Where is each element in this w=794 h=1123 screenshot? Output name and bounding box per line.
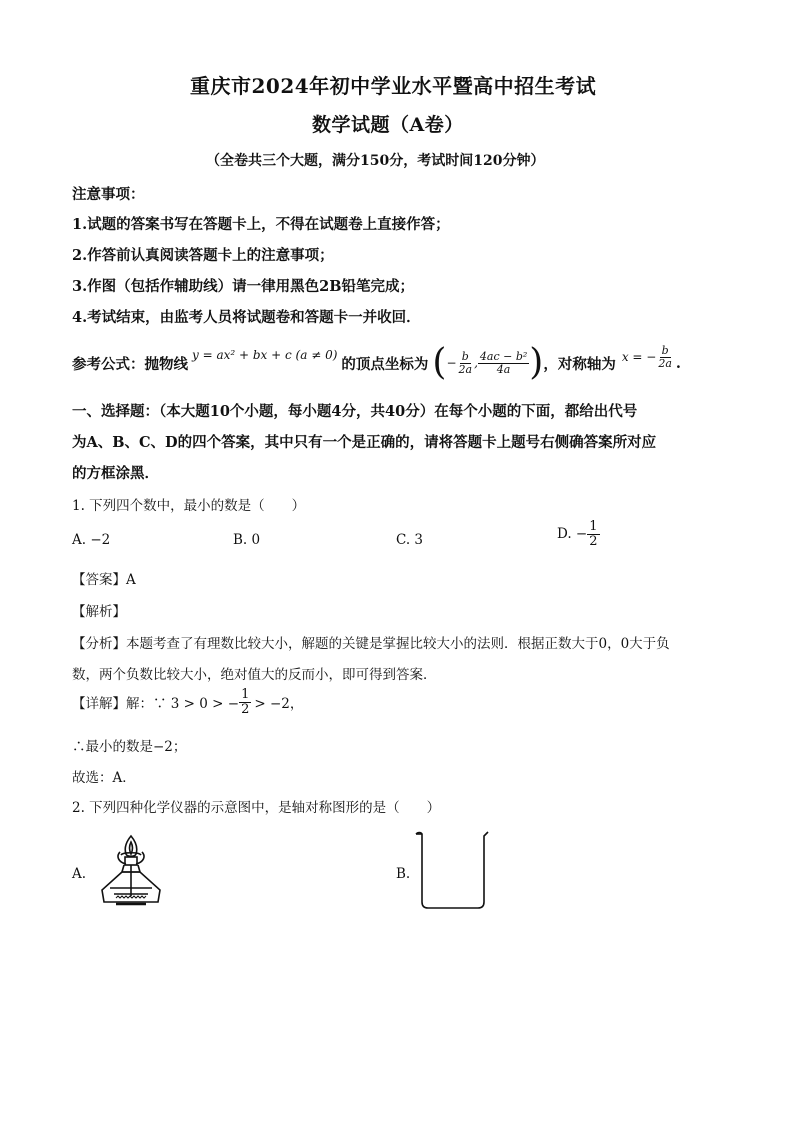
q1-option-a: A. −2 xyxy=(72,532,111,548)
formula-end: . xyxy=(675,354,681,372)
q1-option-d-numerator: 1 xyxy=(589,519,598,534)
alcohol-lamp-icon xyxy=(96,830,166,912)
axis-numerator: b xyxy=(661,343,669,357)
reference-formula xyxy=(72,340,681,386)
axis-lhs: x = − xyxy=(621,350,657,364)
q1-answer: 【答案】A xyxy=(72,572,136,588)
axis-formula xyxy=(622,345,674,369)
q1-option-d-prefix: D. − xyxy=(557,526,588,543)
q1-analysis-line-1: 【分析】本题考查了有理数比较大小，解题的关键是掌握比较大小的法则．根据正数大于0，0大于负 xyxy=(72,636,670,652)
note-item-2: 2.作答前认真阅读答题卡上的注意事项； xyxy=(72,247,334,264)
vertex-y-denominator: 4a xyxy=(496,362,511,376)
note-item-3: 3.作图（包括作辅助线）请一律用黑色2B铅笔完成； xyxy=(72,278,414,295)
formula-prefix: 参考公式：抛物线 xyxy=(72,355,188,373)
q1-analysis-line-2: 数，两个负数比较大小，绝对值大的反而小，即可得到答案． xyxy=(72,667,437,683)
q1-choice: 故选：A． xyxy=(72,770,136,786)
vertex-x-denominator: 2a xyxy=(458,362,473,376)
q1-option-c: C. 3 xyxy=(396,532,424,548)
q1-conclusion: ∴最小的数是−2； xyxy=(72,739,187,755)
vertex-label: 的顶点坐标为 xyxy=(341,355,429,373)
q1-analysis-tag: 【解析】 xyxy=(72,604,126,620)
section-1-line-3: 的方框涂黑． xyxy=(72,465,159,482)
q1-option-d-denominator: 2 xyxy=(589,533,598,549)
notes-heading: 注意事项： xyxy=(72,186,145,203)
exam-info: （全卷共三个大题，满分150分，考试时间120分钟） xyxy=(206,153,545,169)
q1-detail-suffix: > −2， xyxy=(254,696,304,713)
q2-option-b-label: B. xyxy=(396,866,411,882)
q1-detail-numerator: 1 xyxy=(241,687,250,702)
vertex-y-numerator: 4ac − b² xyxy=(479,349,528,363)
q2-option-a-label: A. xyxy=(72,866,87,882)
page-title: 重庆市2024年初中学业水平暨高中招生考试 xyxy=(190,74,597,98)
page-subtitle: 数学试题（A卷） xyxy=(312,114,464,136)
vertex-x-numerator: b xyxy=(461,349,469,363)
q1-stem: 1. 下列四个数中，最小的数是（ ） xyxy=(72,498,306,514)
section-1-line-1: 一、选择题：（本大题10个小题，每小题4分，共40分）在每个小题的下面，都给出代号 xyxy=(72,403,638,420)
q2-stem: 2. 下列四种化学仪器的示意图中，是轴对称图形的是（ ） xyxy=(72,800,441,816)
q1-option-d xyxy=(557,520,600,548)
q1-detail-prefix: 【详解】解：∵ 3 > 0 > − xyxy=(72,696,240,713)
q1-detail-denominator: 2 xyxy=(241,701,250,717)
axis-denominator: 2a xyxy=(658,356,672,370)
axis-label: ，对称轴为 xyxy=(543,355,616,373)
section-1-line-2: 为A、B、C、D的四个答案，其中只有一个是正确的，请将答题卡上题号右侧确答案所对应 xyxy=(72,434,657,451)
q1-detail xyxy=(72,688,303,716)
vertex-coordinates: ( − $\frac{b}{2a}$ , $\frac{\text{4ac − b²}}{4a}$ ) xyxy=(432,342,544,383)
parabola-equation: y = ax² + bx + c (a ≠ 0) xyxy=(192,348,338,362)
q1-option-b: B. 0 xyxy=(233,532,261,548)
note-item-1: 1.试题的答案书写在答题卡上，不得在试题卷上直接作答； xyxy=(72,216,450,233)
note-item-4: 4.考试结束，由监考人员将试题卷和答题卡一并收回． xyxy=(72,309,421,326)
beaker-icon xyxy=(412,828,492,910)
